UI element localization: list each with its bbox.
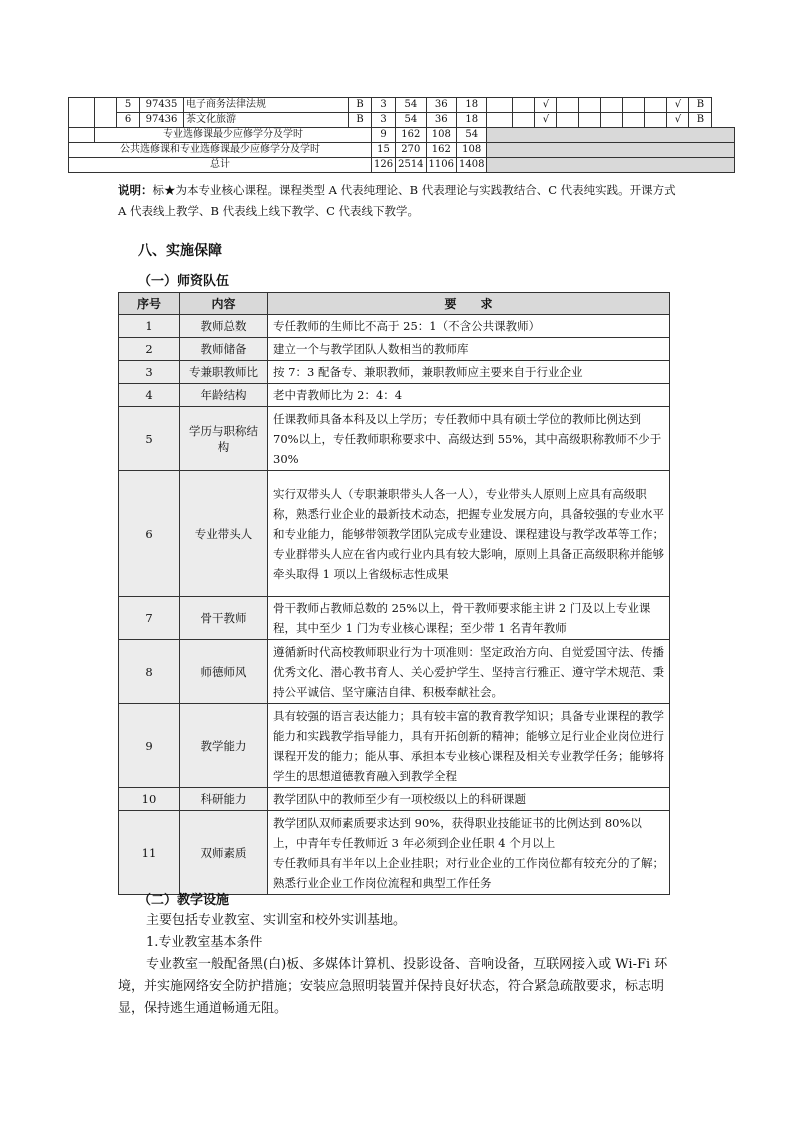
row-requirement: 具有较强的语言表达能力；具有较丰富的教育教学知识；具备专业课程的教学能力和实践教学指导能力，具有开拓创新的精神；能够立足行业企业岗位进行课程开发的能力；能从事、承担本专业核心课程及相关专业教学任务；能够将学生的思想道德教育融入到教学全程 (268, 704, 670, 788)
course-name: 电子商务法律法规 (184, 98, 349, 113)
header-number: 序号 (119, 293, 180, 315)
header-requirement: 要 求 (268, 293, 670, 315)
practice-hours: 18 (457, 113, 487, 128)
table-row (69, 113, 735, 128)
row-requirement: 骨干教师占教师总数的 25%以上，骨干教师要求能主讲 2 门及以上专业课程，其中至少 1 门为专业核心课程；至少带 1 名青年教师 (268, 597, 670, 640)
row-number: 8 (119, 640, 180, 704)
header-content: 内容 (180, 293, 268, 315)
theory-hours: 36 (426, 113, 456, 128)
semester-check: √ (535, 98, 557, 113)
note-text: 标★为本专业核心课程。课程类型 A 代表纯理论、B 代表理论与实践教结合、C 代表纯实践。开课方式 A 代表线上教学、B 代表线上线下教学、C 代表线下教学。 (118, 183, 676, 218)
row-item: 骨干教师 (180, 597, 268, 640)
summary-theory: 108 (426, 128, 456, 143)
row-item: 学历与职称结构 (180, 407, 268, 471)
row-item: 师德师风 (180, 640, 268, 704)
summary-credit: 15 (372, 143, 396, 158)
theory-hours: 36 (426, 98, 456, 113)
course-type: B (349, 113, 372, 128)
course-table (68, 97, 735, 173)
summary-hours: 162 (396, 128, 426, 143)
table-row (119, 407, 670, 471)
faculty-table (118, 292, 670, 895)
note-label: 说明： (118, 183, 153, 197)
row-requirement: 实行双带头人（专职兼职带头人各一人），专业带头人原则上应具有高级职称，熟悉行业企业的最新技术动态，把握专业发展方向，具备较强的专业水平和专业能力，能够带领教学团队完成专业建设、课程建设与教学改革等工作； 专业群带头人应在省内或行业内具有较大影响，原则上具备正高级职称并能够牵头取得 1 项以上省级标志性成果 (268, 471, 670, 597)
row-number: 6 (117, 113, 140, 128)
paragraph: 主要包括专业教室、实训室和校外实训基地。 (146, 913, 407, 928)
row-number: 2 (119, 338, 180, 361)
row-requirement: 遵循新时代高校教师职业行为十项准则：坚定政治方向、自觉爱国守法、传播优秀文化、潜心教书育人、关心爱护学生、坚持言行雅正、遵守学术规范、秉持公平诚信、坚守廉洁自律、积极奉献社会。 (268, 640, 670, 704)
total-hours: 54 (396, 113, 426, 128)
row-requirement: 按 7：3 配备专、兼职教师，兼职教师应主要来自于行业企业 (268, 361, 670, 384)
summary-label: 公共选修课和专业选修课最少应修学分及学时 (69, 143, 372, 158)
total-label: 总计 (69, 158, 372, 173)
summary-credit: 9 (372, 128, 396, 143)
row-number: 5 (119, 407, 180, 471)
table-row (119, 384, 670, 407)
row-item: 教学能力 (180, 704, 268, 788)
summary-row (69, 158, 735, 173)
table-row (119, 338, 670, 361)
section-heading: 八、实施保障 (138, 243, 222, 259)
subsection-heading-faculty: （一）师资队伍 (138, 274, 230, 289)
row-item: 专兼职教师比 (180, 361, 268, 384)
table-row (119, 471, 670, 597)
paragraph: 专业教室一般配备黑(白)板、多媒体计算机、投影设备、音响设备，互联网接入或 Wi-Fi 环境，并实施网络安全防护措施；安装应急照明装置并保持良好状态，符合紧急疏散要求，标志明显，保持逃生通道畅通无阻。 (118, 957, 668, 1016)
summary-row (69, 128, 735, 143)
row-item: 双师素质 (180, 811, 268, 895)
row-number: 4 (119, 384, 180, 407)
total-hours: 54 (396, 98, 426, 113)
row-item: 科研能力 (180, 788, 268, 811)
summary-practice: 108 (457, 143, 487, 158)
table-row (119, 811, 670, 895)
semester-check: √ (535, 113, 557, 128)
course-code: 97435 (140, 98, 184, 113)
summary-practice: 54 (457, 128, 487, 143)
row-item: 专业带头人 (180, 471, 268, 597)
teaching-mode: B (689, 113, 712, 128)
practice-hours: 18 (457, 98, 487, 113)
total-practice: 1408 (457, 158, 487, 173)
row-number: 11 (119, 811, 180, 895)
row-number: 9 (119, 704, 180, 788)
credit: 3 (372, 98, 396, 113)
row-requirement: 教学团队中的教师至少有一项校级以上的科研课题 (268, 788, 670, 811)
table-row (69, 98, 735, 113)
row-requirement: 教学团队双师素质要求达到 90%，获得职业技能证书的比例达到 80%以上，中青年专任教师近 3 年必须到企业任职 4 个月以上 专任教师具有半年以上企业挂职；对行业企业的工作岗位都有较充分的了解；熟悉行业企业工作岗位流程和典型工作任务 (268, 811, 670, 895)
table-row (119, 597, 670, 640)
row-requirement: 专任教师的生师比不高于 25：1（不含公共课教师） (268, 315, 670, 338)
row-item: 教师储备 (180, 338, 268, 361)
summary-hours: 270 (396, 143, 426, 158)
summary-label: 专业选修课最少应修学分及学时 (95, 128, 372, 143)
summary-row (69, 143, 735, 158)
course-type: B (349, 98, 372, 113)
row-number: 10 (119, 788, 180, 811)
check-mark: √ (667, 113, 689, 128)
summary-theory: 162 (426, 143, 456, 158)
table-row (119, 315, 670, 338)
table-note (118, 180, 684, 222)
total-theory: 1106 (426, 158, 456, 173)
paragraph-heading: 1.专业教室基本条件 (146, 935, 263, 950)
subsection-heading-facilities: （二）教学设施 (138, 893, 230, 908)
table-row (119, 788, 670, 811)
course-code: 97436 (140, 113, 184, 128)
table-header-row (119, 293, 670, 315)
row-item: 教师总数 (180, 315, 268, 338)
row-requirement: 任课教师具备本科及以上学历；专任教师中具有硕士学位的教师比例达到 70%以上，专任教师职称要求中、高级达到 55%，其中高级职称教师不少于 30% (268, 407, 670, 471)
total-hours-sum: 2514 (396, 158, 426, 173)
row-number: 3 (119, 361, 180, 384)
credit: 3 (372, 113, 396, 128)
table-row (119, 361, 670, 384)
total-credit: 126 (372, 158, 396, 173)
row-number: 7 (119, 597, 180, 640)
row-number: 5 (117, 98, 140, 113)
row-requirement: 老中青教师比为 2：4：4 (268, 384, 670, 407)
table-row (119, 704, 670, 788)
table-row (119, 640, 670, 704)
row-number: 1 (119, 315, 180, 338)
course-name: 茶文化旅游 (184, 113, 349, 128)
teaching-mode: B (689, 98, 712, 113)
check-mark: √ (667, 98, 689, 113)
row-item: 年龄结构 (180, 384, 268, 407)
row-requirement: 建立一个与教学团队人数相当的教师库 (268, 338, 670, 361)
row-number: 6 (119, 471, 180, 597)
